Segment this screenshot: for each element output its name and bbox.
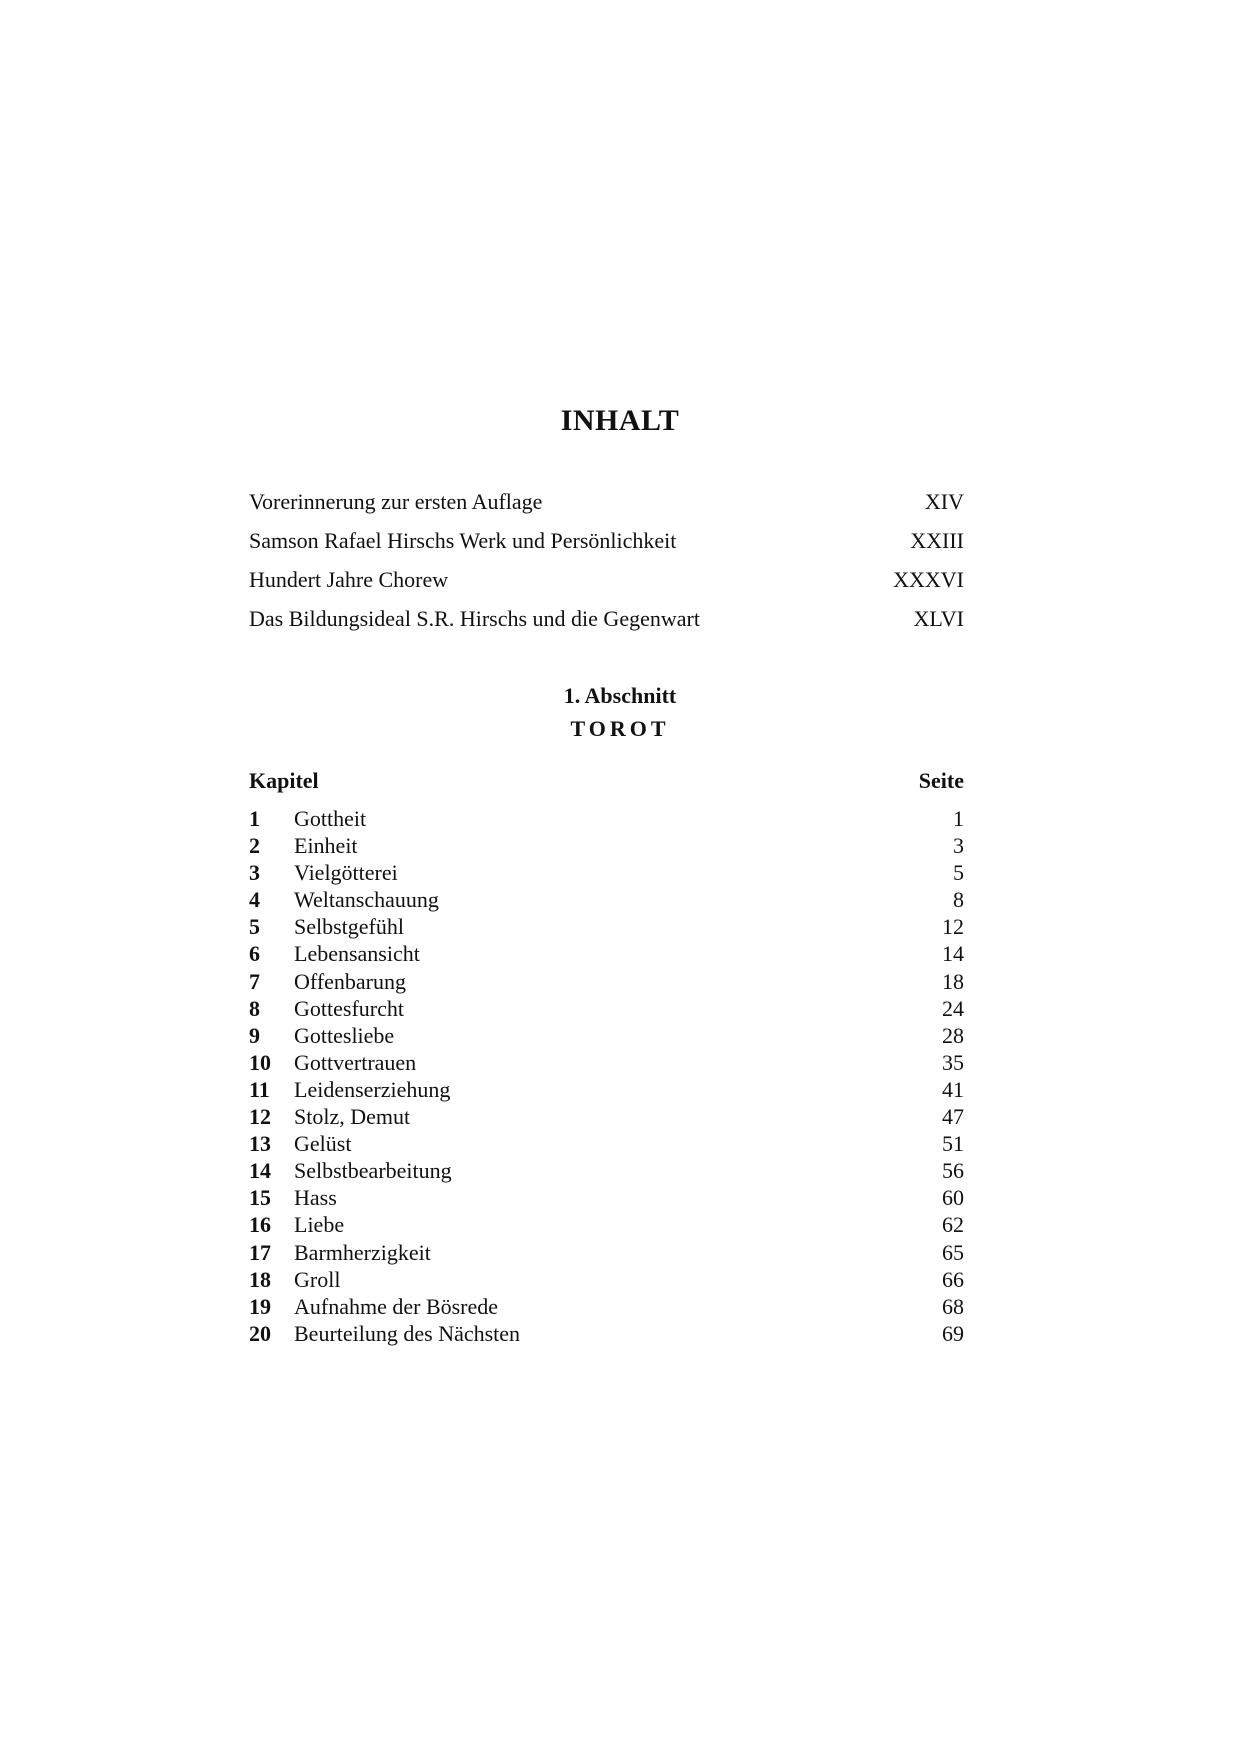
chapter-number: 13 [249,1131,271,1157]
chapter-number: 18 [249,1266,271,1292]
chapter-number: 12 [249,1104,271,1130]
chapter-entry [249,1130,964,1157]
chapter-entry [249,1184,964,1211]
chapter-entry [249,859,964,886]
chapter-title: Gottesfurcht [294,995,404,1021]
intro-entry-page: XXIII [910,528,964,553]
chapter-number: 6 [249,941,260,967]
intro-entry-page: XIV [924,489,964,514]
chapter-number: 14 [249,1158,271,1184]
chapter-entry [249,805,964,832]
intro-entry-page: XXXVI [893,567,964,592]
chapter-title: Gelüst [294,1131,352,1157]
chapter-title: Einheit [294,833,358,859]
chapter-number: 19 [249,1293,271,1319]
chapter-title: Stolz, Demut [294,1104,411,1130]
chapter-number: 9 [249,1022,260,1048]
chapter-title: Gottvertrauen [294,1049,417,1075]
chapter-page: 3 [953,833,964,859]
chapter-entry [249,832,964,859]
intro-entry [249,521,964,560]
chapter-entry [249,1266,964,1293]
intro-entry-title: Vorerinnerung zur ersten Auflage [249,489,543,514]
chapter-page: 47 [942,1104,964,1130]
chapter-page: 68 [942,1293,964,1319]
chapter-entry [249,1320,964,1347]
chapter-list [249,805,964,1347]
intro-list [249,482,964,638]
chapter-number: 5 [249,914,260,940]
chapter-title: Beurteilung des Nächsten [294,1320,521,1346]
chapter-page: 14 [942,941,964,967]
chapter-title: Aufnahme der Bösrede [294,1293,499,1319]
chapter-page: 24 [942,995,964,1021]
section-label: 1. Abschnitt [563,683,677,708]
chapter-page: 8 [953,887,964,913]
chapter-number: 2 [249,833,260,859]
chapter-entry [249,968,964,995]
column-header [249,766,964,796]
column-header-chapter: Kapitel [249,768,319,793]
chapter-entry [249,1211,964,1238]
chapter-title: Selbstbearbeitung [294,1158,452,1184]
chapter-title: Liebe [294,1212,345,1238]
chapter-entry [249,1157,964,1184]
chapter-number: 15 [249,1185,271,1211]
chapter-page: 35 [942,1049,964,1075]
section-title: TOROT [570,716,670,741]
chapter-entry [249,1239,964,1266]
chapter-page: 28 [942,1022,964,1048]
chapter-title: Hass [294,1185,337,1211]
intro-entry-title: Hundert Jahre Chorew [249,567,449,592]
chapter-title: Selbstgefühl [294,914,404,940]
chapter-entry [249,886,964,913]
chapter-entry [249,913,964,940]
chapter-number: 10 [249,1049,271,1075]
chapter-page: 69 [942,1320,964,1346]
chapter-number: 16 [249,1212,271,1238]
chapter-title: Offenbarung [294,968,406,994]
chapter-number: 1 [249,806,260,831]
chapter-number: 8 [249,995,260,1021]
chapter-page: 1 [953,806,964,831]
chapter-title: Vielgötterei [294,860,398,886]
chapter-entry [249,1049,964,1076]
intro-entry-title: Das Bildungsideal S.R. Hirschs und die Gegenwart [249,606,700,631]
column-header-page: Seite [918,768,964,793]
intro-entry [249,599,964,638]
chapter-number: 4 [249,887,260,913]
chapter-title: Leidenserziehung [294,1076,451,1102]
chapter-page: 41 [942,1076,964,1102]
intro-entry-title: Samson Rafael Hirschs Werk und Persönlichkeit [249,528,677,553]
chapter-title: Weltanschauung [294,887,439,913]
chapter-title: Barmherzigkeit [294,1239,431,1265]
chapter-entry [249,995,964,1022]
chapter-number: 11 [249,1076,270,1102]
chapter-number: 20 [249,1320,271,1346]
chapter-number: 17 [249,1239,271,1265]
chapter-entry [249,1293,964,1320]
page-title: INHALT [560,404,680,437]
chapter-entry [249,1076,964,1103]
chapter-page: 5 [953,860,964,886]
chapter-entry [249,940,964,967]
chapter-title: Lebensansicht [294,941,420,967]
chapter-page: 51 [942,1131,964,1157]
chapter-page: 60 [942,1185,964,1211]
chapter-page: 12 [942,914,964,940]
chapter-entry [249,1022,964,1049]
intro-entry-page: XLVI [913,606,964,631]
chapter-page: 18 [942,968,964,994]
intro-entry [249,482,964,521]
intro-entry [249,560,964,599]
chapter-page: 66 [942,1266,964,1292]
chapter-title: Gottheit [294,806,367,831]
chapter-number: 3 [249,860,260,886]
chapter-page: 65 [942,1239,964,1265]
chapter-title: Groll [294,1266,341,1292]
chapter-page: 56 [942,1158,964,1184]
chapter-number: 7 [249,968,260,994]
chapter-page: 62 [942,1212,964,1238]
chapter-title: Gottesliebe [294,1022,395,1048]
chapter-entry [249,1103,964,1130]
